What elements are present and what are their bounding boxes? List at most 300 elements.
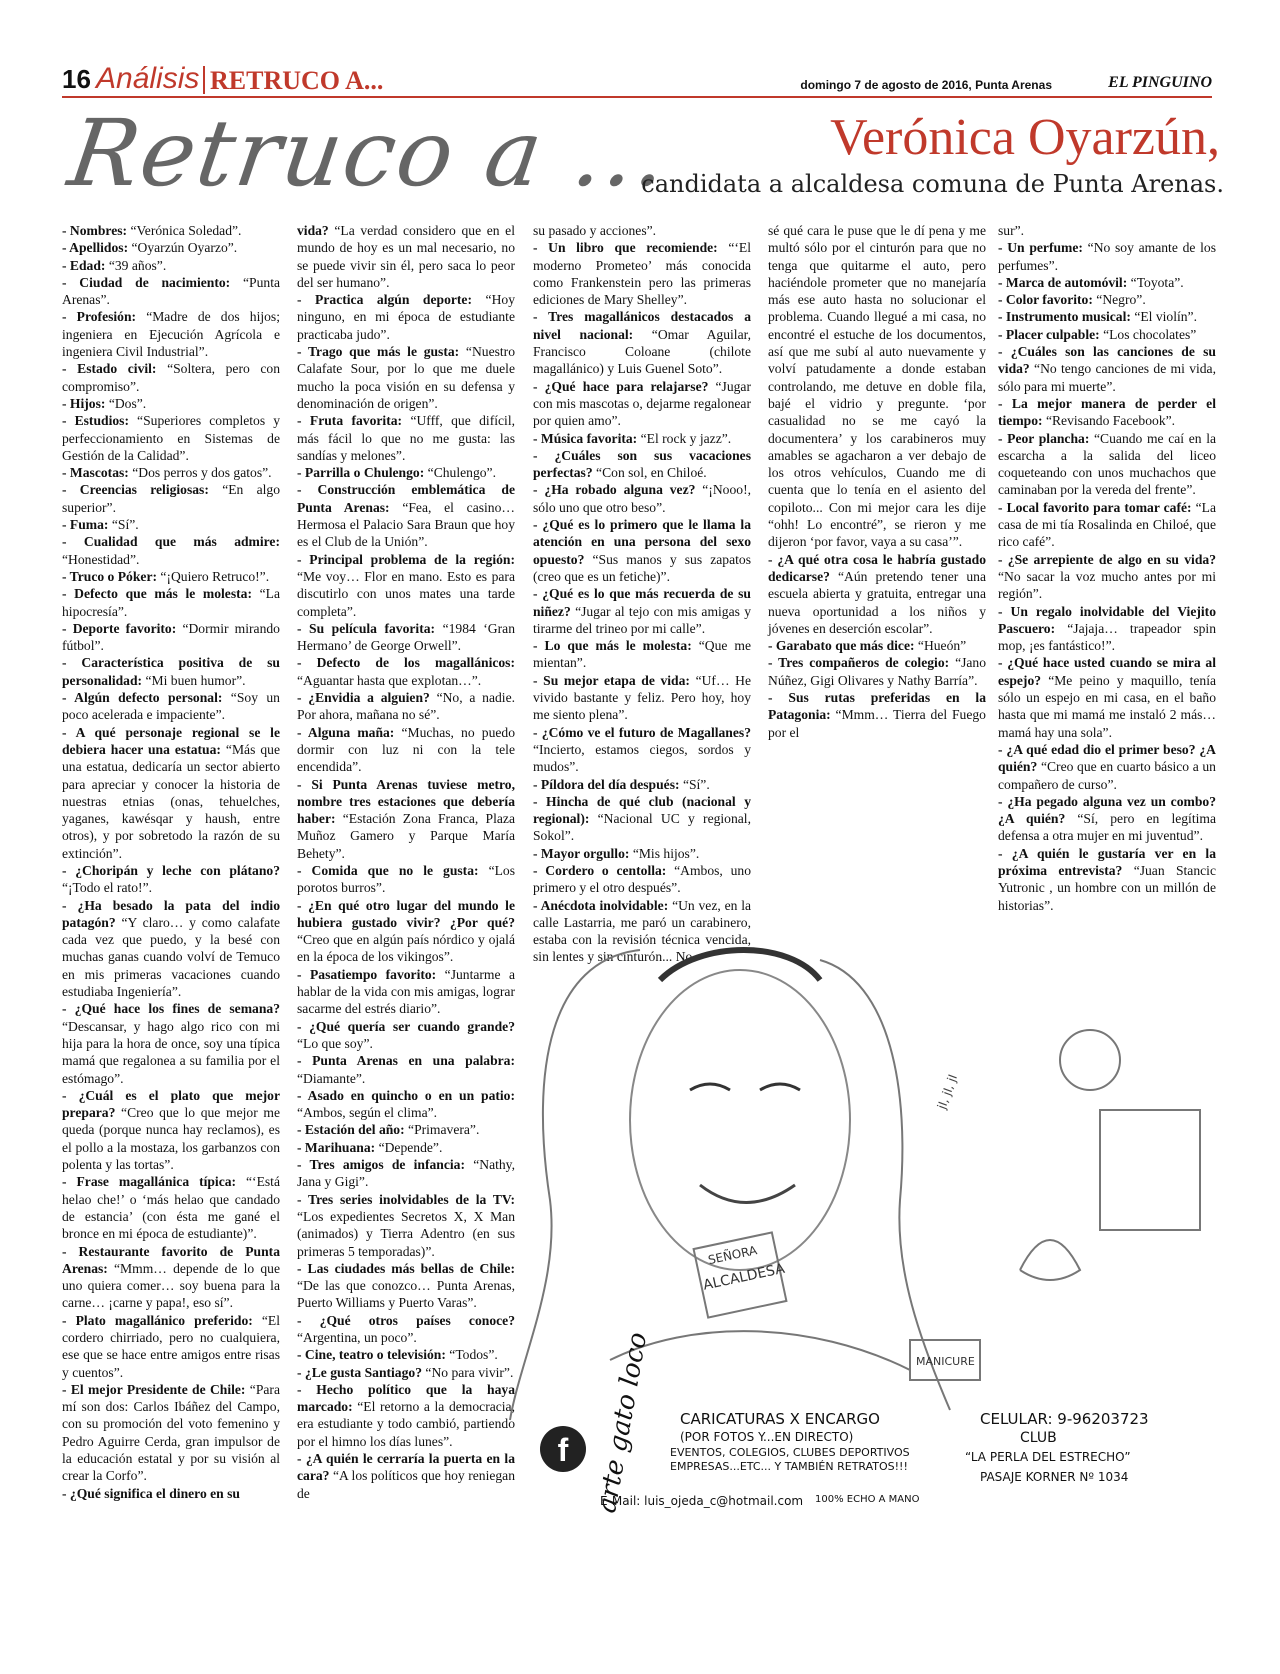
qa-answer: “No, a nadie. Por ahora, mañana no sé”. — [297, 690, 515, 723]
qa-question: - La mejor manera de perder el tiempo: — [998, 395, 1216, 429]
qa-question: - ¿A quién le gustaría ver en la próxima entrevista? — [998, 845, 1216, 878]
qa-answer: “Jano Núñez, Gigi Olivares y Nathy Barría”. — [768, 655, 987, 688]
qa-question: - Estación del año: — [297, 1122, 405, 1138]
qa-question: - ¿Envidia a alguien? — [297, 690, 430, 706]
qa-answer: “Los expedientes Secretos X, X Man (animados) y Tierra Adentro (en sus primeras 5 temporadas)”. — [297, 1208, 515, 1259]
qa-answer: “Juan Stancic Yutronic , un hombre con un millón de historias”. — [998, 862, 1216, 913]
qa-item — [62, 568, 280, 585]
qa-question: - Alguna maña: — [297, 724, 395, 740]
qa-item — [297, 1450, 515, 1502]
text-column-5 — [998, 222, 1216, 914]
qa-question: - Un libro que recomiende: — [533, 240, 718, 256]
qa-answer: “Los porotos burros”. — [297, 862, 515, 896]
qa-question: - ¿Qué hace los fines de semana? — [62, 1001, 280, 1017]
qa-question: - Lo que más le molesta: — [533, 638, 692, 654]
qa-question: - Cordero o centolla: — [533, 862, 667, 878]
qa-answer: “¡Nooo!, sólo uno que otro beso”. — [533, 482, 751, 515]
qa-answer: “Cuando me caí en la escarcha a la salida del liceo coqueteando con unos muchachos que caminaban por la vereda del frente”. — [998, 430, 1217, 498]
qa-item — [297, 776, 515, 862]
dateline: domingo 7 de agosto de 2016, Punta Arenas — [800, 78, 1052, 92]
qa-question: - Peor plancha: — [998, 430, 1090, 446]
qa-question: - Practica algún deporte: — [297, 292, 472, 308]
qa-answer: “Descansar, y hago algo rico con mi hija para la hora de once, soy una típica mamá que regalonea a su familia por el estómago”. — [62, 1018, 280, 1086]
qa-item — [62, 1485, 280, 1502]
qa-item — [297, 1260, 515, 1312]
qa-item — [998, 603, 1216, 655]
qa-question: - Profesión: — [62, 309, 137, 325]
qa-answer: “Mmm… depende de lo que uno quiera comer… soy buena para la carne… ¡carne y papa!, eso sí”. — [62, 1260, 280, 1311]
qa-item — [62, 412, 280, 464]
qa-answer: “Sí”. — [682, 776, 710, 792]
qa-question: - Trago que más le gusta: — [297, 344, 460, 360]
qa-item — [998, 793, 1216, 845]
qa-item — [62, 654, 280, 689]
qa-question: - ¿Qué es lo primero que le llama la atención en una persona del sexo opuesto? — [533, 517, 751, 567]
qa-item — [297, 343, 515, 412]
qa-answer: “‘Está helao che!’ o ‘más helao que candado de estancia’ (con ésta me gané el bronce en mi época de estudiante)”. — [62, 1174, 280, 1242]
qa-answer: “Madre de dos hijos; ingeniera en Ejecución Agrícola e ingeniera Civil Industrial”. — [62, 309, 280, 360]
qa-question: - Tres magallánicos destacados a nivel nacional: — [533, 309, 751, 342]
qa-item — [62, 239, 280, 256]
qa-answer: “Dormir mirando fútbol”. — [62, 620, 280, 654]
qa-answer: “Creo que en algún país nórdico y ojalá en la época de los vikingos”. — [297, 932, 515, 965]
qa-item — [297, 1139, 515, 1156]
qa-item — [533, 672, 751, 724]
qa-item — [62, 395, 280, 412]
qa-question: - Música favorita: — [533, 430, 638, 446]
qa-answer: “Verónica Soledad”. — [130, 223, 242, 238]
qa-item — [533, 222, 751, 239]
qa-item — [62, 257, 280, 274]
qa-question: - Local favorito para tomar café: — [998, 499, 1192, 515]
qa-answer: “39 años”. — [108, 257, 167, 273]
qa-question: vida? — [297, 223, 329, 238]
qa-item — [297, 1121, 515, 1138]
qa-item — [533, 447, 751, 482]
ad-line-1: CARICATURAS X ENCARGO — [680, 1410, 880, 1428]
qa-question: - ¿A qué edad dio el primer beso? ¿A quién? — [998, 741, 1216, 775]
qa-question: - ¿Qué quería ser cuando grande? — [297, 1018, 515, 1034]
bag-label: MANICURE — [916, 1355, 975, 1368]
text-column-2 — [297, 222, 515, 1502]
qa-item — [533, 862, 751, 897]
qa-question: - ¿Cuál es el plato que mejor prepara? — [62, 1087, 280, 1121]
ad-line-4: EMPRESAS...ETC... Y TAMBIÉN RETRATOS!!! — [670, 1460, 908, 1473]
qa-item — [62, 1312, 280, 1381]
qa-question: - Su película favorita: — [297, 620, 436, 636]
qa-answer: “Creo que lo que mejor me queda (porque nunca hay reclamos), es el pollo a la mostaza, los garbanzos con polenta y las tortas”. — [62, 1105, 280, 1173]
qa-question: - Sus rutas preferidas en la Patagonia: — [768, 690, 986, 723]
qa-question: - ¿Cuáles son sus vacaciones perfectas? — [533, 447, 751, 481]
qa-item — [297, 724, 515, 776]
qa-answer: “Que me mientan”. — [533, 638, 751, 671]
qa-question: - Cualidad que más admire: — [62, 534, 280, 550]
qa-question: - ¿Le gusta Santiago? — [297, 1364, 422, 1380]
qa-answer: “La verdad considero que en el mundo de hoy es un mal necesario, no se puede vivir sin él, pero saca lo peor del ser humano”. — [297, 223, 515, 290]
qa-question: - Ciudad de nacimiento: — [62, 274, 231, 290]
qa-question: - ¿Ha besado la pata del indio patagón? — [62, 897, 280, 930]
qa-question: - ¿Qué otros países conoce? — [297, 1312, 515, 1328]
qa-question: - Píldora del día después: — [533, 776, 680, 792]
qa-answer: “Sí, pero en legítima defensa a otra mujer en mi juventud”. — [998, 811, 1216, 844]
qa-answer: “‘El moderno Prometeo’ más conocida como Frankenstein pero las primeras ediciones de Mary Shelley”. — [533, 240, 751, 308]
qa-question: - Color favorito: — [998, 292, 1093, 308]
interviewee-subtitle: candidata a alcaldesa comuna de Punta Arenas. — [641, 170, 1224, 198]
qa-question: - Frase magallánica típica: — [62, 1174, 237, 1190]
qa-question: - Plato magallánico preferido: — [62, 1312, 253, 1328]
qa-question: - Fruta favorita: — [297, 413, 403, 429]
qa-item — [297, 654, 515, 689]
qa-answer: “Revisando Facebook”. — [1045, 413, 1176, 429]
section-label: Análisis — [96, 62, 200, 95]
qa-answer: “Me voy… Flor en mano. Esto es para discutirlo con unos mates una tarde completa”. — [297, 568, 515, 619]
qa-answer: “Depende”. — [378, 1139, 443, 1155]
qa-question: - Tres compañeros de colegio: — [768, 655, 950, 671]
laugh-text: jI, jI, jI — [934, 1072, 961, 1112]
qa-answer: “Soy un poco acelerada e impaciente”. — [62, 690, 280, 723]
qa-answer: “Ambos, uno primero y el otro después”. — [533, 862, 751, 896]
qa-answer: “Y claro… y como calafate cada vez que puedo, y la besé con muchas ganas cuando volví de Temuco en mis primeras vacaciones cuando estudiaba Ingeniería”. — [62, 914, 281, 1000]
caricature-drawing — [490, 940, 1230, 1440]
qa-answer: “Mis hijos”. — [632, 845, 700, 861]
qa-item — [62, 533, 280, 568]
qa-question: - ¿Cuáles son las canciones de su vida? — [998, 344, 1216, 377]
qa-item — [768, 654, 986, 689]
qa-question: - Marca de automóvil: — [998, 274, 1128, 290]
newspaper-name: EL PINGUINO — [1108, 74, 1212, 91]
artist-brand: arte gato loco — [592, 1330, 654, 1516]
qa-question: - Fuma: — [62, 517, 109, 533]
qa-answer: su pasado y acciones”. — [533, 223, 657, 238]
qa-answer: “Jugar con mis mascotas o, dejarme regalonear por quien amo”. — [533, 378, 751, 429]
sign-line-1: SEÑORA — [706, 1243, 759, 1268]
qa-item — [768, 689, 986, 741]
qa-answer: “Primavera”. — [408, 1122, 480, 1138]
qa-answer: “Aguantar hasta que explotan…”. — [297, 672, 482, 688]
qa-answer: “Dos”. — [108, 395, 147, 411]
qa-question: - Si Punta Arenas tuviese metro, nombre tres estaciones que debería haber: — [297, 776, 515, 827]
qa-question: - Nombres: — [62, 223, 128, 238]
qa-question: - ¿Ha robado alguna vez? — [533, 482, 696, 498]
qa-answer: “El violín”. — [1134, 309, 1197, 325]
qa-item — [62, 620, 280, 655]
qa-item — [62, 1173, 280, 1242]
qa-question: - Un regalo inolvidable del Viejito Pascuero: — [998, 603, 1216, 636]
qa-answer: “En algo superior”. — [62, 482, 281, 515]
qa-question: - Punta Arenas en una palabra: — [297, 1053, 515, 1069]
qa-item — [297, 222, 515, 291]
ad-email: E-Mail: luis_ojeda_c@hotmail.com — [600, 1494, 804, 1508]
qa-answer: “Negro”. — [1096, 292, 1146, 308]
qa-question: - Apellidos: — [62, 240, 129, 256]
qa-question: - Las ciudades más bellas de Chile: — [297, 1260, 515, 1276]
qa-answer: “Uf… He vivido bastante y feliz. Pero hoy, hoy me siento plena”. — [533, 672, 751, 723]
qa-item — [998, 326, 1216, 343]
qa-item — [62, 897, 280, 1001]
qa-item — [998, 499, 1216, 551]
qa-item — [533, 239, 751, 308]
qa-answer: “Todos”. — [449, 1347, 498, 1363]
qa-answer: “No para vivir”. — [425, 1364, 514, 1380]
qa-item — [998, 395, 1216, 430]
qa-answer: “Honestidad”. — [62, 551, 140, 567]
qa-question: - Restaurante favorito de Punta Arenas: — [62, 1243, 280, 1276]
text-column-4 — [768, 222, 986, 741]
ad-address: PASAJE KORNER Nº 1034 — [980, 1470, 1129, 1484]
qa-answer: “Mmm… Tierra del Fuego por el — [768, 707, 986, 740]
qa-question: - Estudios: — [62, 413, 129, 429]
qa-question: - Pasatiempo favorito: — [297, 966, 437, 982]
qa-item — [62, 1000, 280, 1086]
qa-question: - Hincha de qué club (nacional y regional): — [533, 793, 751, 827]
qa-question: - Truco o Póker: — [62, 568, 158, 584]
qa-item — [533, 724, 751, 776]
qa-answer: “Ufff, que difícil, más fácil lo que no me gusta: las sandías y melones”. — [297, 413, 515, 463]
qa-item — [62, 360, 280, 395]
qa-item — [297, 1018, 515, 1053]
qa-question: - A qué personaje regional se le debiera hacer una estatua: — [62, 724, 280, 757]
qa-question: - Tres series inolvidables de la TV: — [297, 1191, 515, 1207]
qa-question: - ¿En qué otro lugar del mundo le hubiera gustado vivir? ¿Por qué? — [297, 897, 515, 930]
qa-answer: “Ambos, según el clima”. — [297, 1105, 438, 1121]
qa-item — [297, 1364, 515, 1381]
qa-answer: “¡Quiero Retruco!”. — [160, 568, 270, 584]
text-column-1 — [62, 222, 280, 1502]
qa-item — [62, 724, 280, 862]
qa-item — [768, 637, 986, 654]
qa-question: - Cine, teatro o televisión: — [297, 1347, 446, 1363]
qa-answer: “Oyarzún Oyarzo”. — [131, 240, 238, 256]
qa-item — [297, 464, 515, 481]
qa-question: - ¿A qué otra cosa le habría gustado dedicarse? — [768, 551, 986, 584]
qa-item — [297, 291, 515, 343]
qa-answer: “No tengo canciones de mi vida, sólo para mi muerte”. — [998, 361, 1216, 394]
text-column-3 — [533, 222, 751, 966]
qa-question: - Principal problema de la región: — [297, 551, 515, 567]
section-title: RETRUCO A... — [210, 66, 384, 95]
qa-item — [533, 637, 751, 672]
qa-item — [998, 430, 1216, 499]
qa-item — [297, 897, 515, 966]
facebook-icon: f — [540, 1426, 586, 1472]
qa-answer: “La casa de mi tía Rosalinda en Chiloé, que rico café”. — [998, 499, 1216, 550]
qa-question: - Mascotas: — [62, 465, 129, 481]
qa-answer: “El rock y jazz”. — [640, 430, 732, 446]
qa-answer: “Hueón” — [917, 638, 967, 654]
qa-item — [533, 585, 751, 637]
ad-line-5: 100% ECHO A MANO — [815, 1494, 920, 1505]
qa-item — [533, 793, 751, 845]
qa-question: - Garabato que más dice: — [768, 638, 915, 654]
qa-answer: “1984 ‘Gran Hermano’ de George Orwell”. — [297, 620, 515, 654]
qa-question: - ¿Qué hace para relajarse? — [533, 378, 709, 394]
qa-question: - ¿Choripán y leche con plátano? — [62, 862, 280, 878]
qa-item — [297, 966, 515, 1018]
qa-item — [533, 308, 751, 377]
qa-item — [62, 274, 280, 309]
qa-item — [533, 845, 751, 862]
qa-question: - Estado civil: — [62, 361, 157, 377]
qa-question: - Construcción emblemática de Punta Arenas: — [297, 482, 515, 515]
qa-item — [297, 1052, 515, 1087]
qa-item — [533, 776, 751, 793]
qa-answer: “Chulengo”. — [427, 465, 496, 481]
qa-question: - Anécdota inolvidable: — [533, 897, 669, 913]
qa-question: - Su mejor etapa de vida: — [533, 672, 690, 688]
qa-item — [297, 551, 515, 620]
qa-item — [297, 412, 515, 464]
qa-answer: “Creo que en cuarto básico a un compañero de curso”. — [998, 759, 1216, 792]
qa-question: - Tres amigos de infancia: — [297, 1157, 465, 1173]
qa-question: - ¿Qué es lo que más recuerda de su niñez? — [533, 586, 751, 619]
retruco-heading: Retruco a ... — [62, 100, 676, 207]
qa-item — [62, 862, 280, 897]
qa-item — [62, 689, 280, 724]
qa-item — [998, 343, 1216, 395]
qa-answer: “Diamante”. — [297, 1070, 366, 1086]
qa-item — [998, 239, 1216, 274]
qa-answer: “Nuestro Calafate Sour, por lo que me duele mucho la poca visión en su defensa y denominación de origen”. — [297, 344, 515, 411]
qa-question: - Deporte favorito: — [62, 620, 177, 636]
qa-item — [62, 1243, 280, 1312]
qa-item — [297, 1156, 515, 1191]
qa-answer: “Mi buen humor”. — [145, 672, 246, 688]
qa-item — [768, 222, 986, 551]
qa-item — [768, 551, 986, 637]
qa-question: - Hecho político que la haya marcado: — [297, 1381, 515, 1415]
qa-item — [62, 1381, 280, 1485]
qa-answer: “El cordero chirriado, pero no cualquiera, ese que se hace entre amigos entre risas y cuentos”. — [62, 1312, 280, 1380]
qa-item — [297, 1312, 515, 1347]
qa-item — [62, 308, 280, 360]
qa-item — [62, 1087, 280, 1173]
qa-item — [62, 464, 280, 481]
qa-question: - Defecto de los magallánicos: — [297, 655, 515, 671]
qa-item — [533, 378, 751, 430]
qa-answer: “Fea, el casino… Hermosa el Palacio Sara Braun que hoy es el Club de la Unión”. — [297, 499, 515, 550]
qa-answer: “No sacar la voz mucho antes por mi región”. — [998, 568, 1216, 602]
qa-answer: “Para mí son dos: Carlos Ibáñez del Campo, con su promoción del voto femenino y Pedro Aguirre Cerda, gran impulsor de la educación estatal y por su visión al crear la Corfo”. — [62, 1381, 280, 1484]
page-number: 16 — [62, 64, 91, 94]
qa-question: - ¿Qué significa el dinero en su — [62, 1485, 240, 1501]
qa-answer: “Con sol, en Chiloé. — [596, 465, 707, 481]
qa-answer: “Punta Arenas”. — [62, 274, 280, 308]
qa-item — [62, 222, 280, 239]
qa-item — [297, 1191, 515, 1260]
qa-answer: “Un vez, en la calle Lastarria, me paró un carabinero, estaba con la revisión técnica vencida, sin lentes y sin cinturón... No — [533, 897, 752, 965]
qa-answer: “Más que una estatua, dedicaría un sector abierto para apreciar y conocer la historia de nuestras etnias (onas, tehuelches, yaganes, kawésqar y haush, entre otros), y por sobretodo la razón de su extinción”. — [62, 741, 280, 861]
qa-answer: “Aún pretendo tener una escuela abierta y gratuita, entregar una nueva oportunidad a los niños y jóvenes en deserción escolar”. — [768, 568, 986, 636]
qa-item — [297, 1346, 515, 1363]
ad-club: CLUB — [1020, 1430, 1057, 1446]
qa-question: - Característica positiva de su personalidad: — [62, 655, 280, 688]
qa-question: - Asado en quincho o en un patio: — [297, 1087, 515, 1103]
qa-answer: “Omar Aguilar, Francisco Coloane (chilote magallánico) y Luis Guenel Soto”. — [533, 326, 751, 377]
qa-answer: “La hipocresía”. — [62, 586, 281, 619]
qa-question: - Mayor orgullo: — [533, 845, 630, 861]
page-header — [62, 62, 1212, 98]
qa-question: - ¿Se arrepiente de algo en su vida? — [998, 551, 1216, 567]
qa-answer: “Muchas, no puedo dormir con luz ni con la tele encendida”. — [297, 724, 515, 775]
qa-answer: “Incierto, estamos ciegos, sordos y mudos”. — [533, 741, 751, 775]
qa-question: - Parrilla o Chulengo: — [297, 465, 425, 481]
qa-question: - ¿Qué hace usted cuando se mira al espejo? — [998, 655, 1216, 688]
qa-answer: “Superiores completos y perfeccionamiento en Sistemas de Gestión de la Calidad”. — [62, 413, 280, 463]
qa-answer: “Sus manos y sus zapatos (creo que es un fetiche)”. — [533, 551, 751, 584]
ad-club-name: “LA PERLA DEL ESTRECHO” — [965, 1450, 1131, 1464]
qa-item — [998, 291, 1216, 308]
qa-answer: “Los chocolates” — [1103, 326, 1197, 342]
qa-question: - ¿Ha pegado alguna vez un combo? ¿A quién? — [998, 793, 1216, 827]
qa-item — [998, 551, 1216, 603]
qa-item — [533, 481, 751, 516]
qa-item — [297, 689, 515, 724]
qa-question: - Placer culpable: — [998, 326, 1100, 342]
qa-item — [62, 585, 280, 620]
qa-item — [297, 862, 515, 897]
qa-item — [533, 516, 751, 585]
qa-question: - Un perfume: — [998, 240, 1083, 256]
qa-question: - Comida que no le gusta: — [297, 862, 479, 878]
qa-item — [998, 308, 1216, 325]
qa-item — [533, 430, 751, 447]
ad-phone: CELULAR: 9-96203723 — [980, 1410, 1149, 1428]
qa-item — [297, 1087, 515, 1122]
qa-item — [998, 654, 1216, 740]
qa-question: - ¿A quién le cerraría la puerta en la cara? — [297, 1451, 515, 1484]
qa-question: - Marihuana: — [297, 1139, 376, 1155]
qa-question: - Algún defecto personal: — [62, 690, 223, 706]
qa-answer: “Sí”. — [111, 517, 139, 533]
qa-question: - Edad: — [62, 257, 106, 273]
qa-answer: “Lo que soy”. — [297, 1035, 373, 1051]
qa-item — [297, 481, 515, 550]
qa-question: - El mejor Presidente de Chile: — [62, 1381, 246, 1397]
qa-answer: “El retorno a la democracia, era estudiante y todo cambió, partiendo por el himno los días lunes”. — [297, 1399, 515, 1449]
qa-answer: “Soltera, pero con compromiso”. — [62, 361, 280, 394]
qa-answer: “De las que conozco… Punta Arenas, Puerto Williams y Puerto Varas”. — [297, 1278, 515, 1311]
qa-answer: “Jajaja… trapeador spin mop, ¡es fantástico!”. — [998, 620, 1216, 654]
qa-question: - Creencias religiosas: — [62, 482, 209, 498]
qa-question: - Instrumento musical: — [998, 309, 1131, 325]
qa-answer: “Nacional UC y regional, Sokol”. — [533, 811, 751, 844]
qa-item — [62, 481, 280, 516]
qa-answer: “Estación Zona Franca, Plaza Muñoz Gamero y Parque María Behety”. — [297, 811, 515, 861]
qa-item — [998, 222, 1216, 239]
qa-item — [297, 620, 515, 655]
qa-item — [998, 845, 1216, 914]
qa-question: - Hijos: — [62, 395, 106, 411]
qa-answer: sé qué cara le puse que le dí pena y me multó sólo por el cinturón para que no tenga que quitarme el auto, pero haciéndole prometer que no manejaría más ese auto hasta no solucionar el problema. Cuando llegué a mi casa, no encontré el estuche de los documentos, así que me subí al auto nuevamente y volví patudamente a donde estaban controlando, me detuve en doble fila, bajé el vidrio y pregunte. ‘por casualidad no se me cayó la documentera’ y los carabineros muy amables se agacharon a ver debajo de los otros vehículos, Cuando me di cuenta que lo tenía en el asiento del copiloto... Con mi mejor cara les dije “ohh! Lo encontré”, se rieron y me dijeron ‘por favor, vaya a su casa’”. — [768, 223, 986, 550]
qa-answer: “Jugar al tejo con mis amigas y tirarme del trineo por mi calle”. — [533, 603, 751, 636]
interviewee-name: Verónica Oyarzún, — [830, 109, 1220, 166]
qa-question: - Defecto que más le molesta: — [62, 586, 252, 602]
qa-answer: “A los políticos que hoy reniegan de — [297, 1468, 516, 1501]
qa-answer: “Hoy ninguno, en mi época de estudiante practicaba judo”. — [297, 292, 515, 342]
qa-answer: “Dos perros y dos gatos”. — [132, 465, 272, 481]
section-divider — [203, 66, 205, 94]
qa-question: - ¿Cómo ve el futuro de Magallanes? — [533, 724, 751, 740]
qa-answer: “Argentina, un poco”. — [297, 1330, 417, 1345]
qa-item — [998, 274, 1216, 291]
sign-line-2: ALCALDESA — [701, 1260, 787, 1294]
qa-answer: “Juntarme a hablar de la vida con mis amigas, lograr sacarme del estrés diario”. — [297, 966, 515, 1017]
qa-item — [998, 741, 1216, 793]
qa-item — [297, 1381, 515, 1450]
qa-answer: “Toyota”. — [1130, 274, 1184, 290]
qa-answer: “Nathy, Jana y Gigi”. — [297, 1157, 515, 1190]
qa-answer: sur”. — [998, 223, 1025, 238]
